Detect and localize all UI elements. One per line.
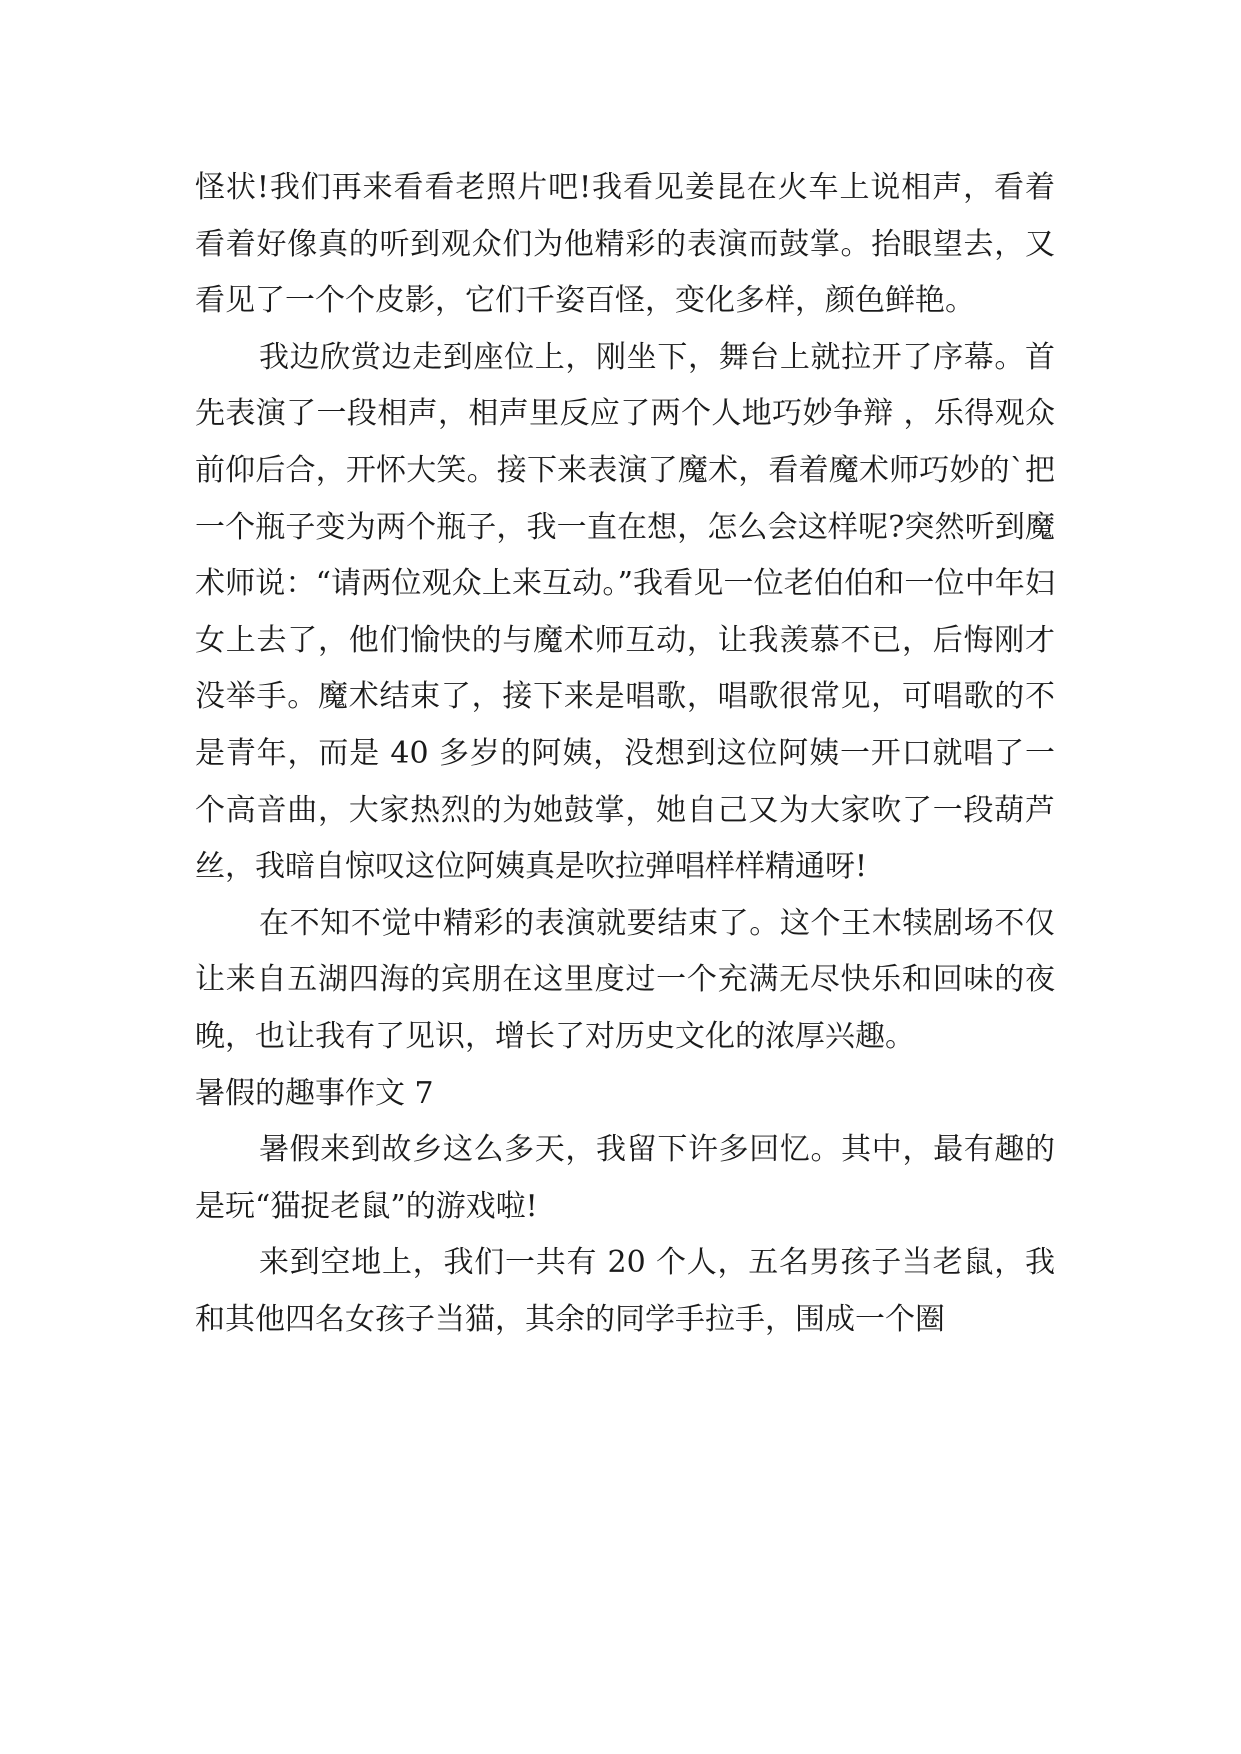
document-body [195, 160, 1055, 1348]
paragraph-intro: 暑假来到故乡这么多天，我留下许多回忆。其中，最有趣的是玩“猫捉老鼠”的游戏啦! [195, 1132, 1055, 1224]
section-heading: 暑假的趣事作文 7 [195, 1075, 434, 1111]
paragraph-ending: 在不知不觉中精彩的表演就要结束了。这个王木犊剧场不仅让来自五湖四海的宾朋在这里度过一个充满无尽快乐和回味的夜晚，也让我有了见识，增长了对历史文化的浓厚兴趣。 [195, 905, 1055, 1054]
paragraph-performances: 我边欣赏边走到座位上，刚坐下，舞台上就拉开了序幕。首先表演了一段相声，相声里反应了两个人地巧妙争辩 ，乐得观众前仰后合，开怀大笑。接下来表演了魔术，看着魔术师巧妙的`把一个瓶子变为两个瓶子，我一直在想，怎么会这样呢?突然听到魔术师说：“请两位观众上来互动。”我看见一位老伯伯和一位中年妇女上去了，他们愉快的与魔术师互动，让我羡慕不已，后悔刚才没举手。魔术结束了，接下来是唱歌，唱歌很常见，可唱歌的不是青年，而是 40 多岁的阿姨，没想到这位阿姨一开口就唱了一个高音曲，大家热烈的为她鼓掌，她自己又为大家吹了一段葫芦丝，我暗自惊叹这位阿姨真是吹拉弹唱样样精通呀! [195, 339, 1055, 885]
paragraph-game: 来到空地上，我们一共有 20 个人，五名男孩子当老鼠，我和其他四名女孩子当猫，其余的同学手拉手，围成一个圈 [195, 1245, 1055, 1337]
paragraph-photos: 怪状!我们再来看看老照片吧!我看见姜昆在火车上说相声，看着看着好像真的听到观众们为他精彩的表演而鼓掌。抬眼望去，又看见了一个个皮影，它们千姿百怪，变化多样，颜色鲜艳。 [195, 170, 1055, 319]
